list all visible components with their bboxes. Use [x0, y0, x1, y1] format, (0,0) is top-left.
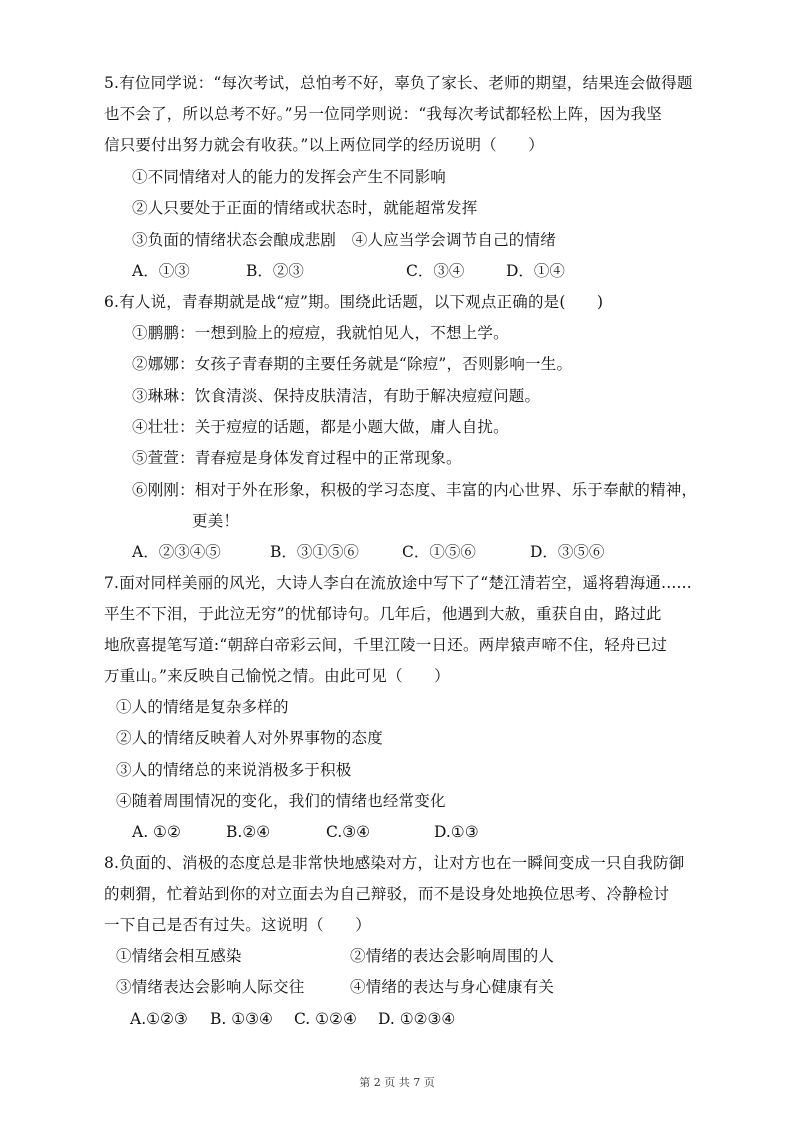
question-5-line-2: 也不会了，所以总考不好。”另一位同学则说：“我每次考试都轻松上阵，因为我坚: [104, 105, 663, 123]
question-7-line-4: 万重山。”来反映自己愉悦之情。由此可见（ ）: [104, 667, 450, 685]
question-7-option-c: C.③④: [326, 823, 371, 841]
question-8-statement-3: ③情绪表达会影响人际交往: [116, 978, 305, 996]
page-footer: 第 2 页 共 7 页: [359, 1076, 435, 1089]
question-6-option-a: A．②③④⑤: [132, 543, 221, 561]
question-6-statement-3: ③琳琳：饮食清淡、保持皮肤清洁，有助于解决痘痘问题。: [132, 387, 541, 405]
question-8-option-a: A.①②③: [130, 1010, 188, 1028]
question-8-line-1: 8.负面的、消极的态度总是非常快地感染对方，让对方也在一瞬间变成一只自我防御: [104, 854, 685, 872]
question-5-option-b: B．②③: [246, 262, 304, 280]
question-7-option-b: B.②④: [226, 823, 271, 841]
question-7-statement-3: ③人的情绪总的来说消极多于积极: [116, 761, 352, 779]
question-7-statement-2: ②人的情绪反映着人对外界事物的态度: [116, 729, 383, 747]
question-8-option-b: B. ①③④: [210, 1010, 273, 1028]
question-5-option-a: A．①③: [132, 262, 190, 280]
question-6-statement-5: ⑤萱萱：青春痘是身体发育过程中的正常现象。: [132, 449, 462, 467]
question-8-statement-1: ①情绪会相互感染: [116, 947, 242, 965]
question-5-statement-3: ③负面的情绪状态会酿成悲剧 ④人应当学会调节自己的情绪: [132, 231, 556, 249]
question-5-statement-2: ②人只要处于正面的情绪或状态时，就能超常发挥: [132, 199, 478, 217]
question-5-line-3: 信只要付出努力就会有收获。”以上两位同学的经历说明（ ）: [104, 136, 544, 154]
question-6-statement-4: ④壮壮：关于痘痘的话题，都是小题大做，庸人自扰。: [132, 418, 509, 436]
question-8-statement-2: ②情绪的表达会影响周围的人: [350, 947, 555, 965]
question-7-line-2: 平生不下泪，于此泣无穷”的忧郁诗句。几年后，他遇到大赦，重获自由，路过此: [104, 605, 662, 623]
question-6-option-d: D．③⑤⑥: [530, 543, 605, 561]
question-5-statement-1: ①不同情绪对人的能力的发挥会产生不同影响: [132, 168, 447, 186]
question-8-option-c: C. ①②④: [294, 1010, 357, 1028]
question-7-line-1: 7.面对同样美丽的风光，大诗人李白在流放途中写下了“楚江清若空，遥将碧海通......: [104, 574, 692, 592]
question-6-line-1: 6.有人说，青春期就是战“痘”期。围绕此话题，以下观点正确的是( ): [104, 293, 604, 311]
question-5-line-1: 5.有位同学说：“每次考试，总怕考不好，辜负了家长、老师的期望，结果连会做得题: [104, 74, 693, 92]
question-8-option-d: D. ①②③④: [378, 1010, 456, 1028]
question-7-statement-4: ④随着周围情况的变化，我们的情绪也经常变化: [116, 792, 446, 810]
question-6-option-b: B．③①⑤⑥: [270, 543, 359, 561]
question-8-statement-4: ④情绪的表达与身心健康有关: [350, 978, 555, 996]
question-7-option-d: D.①③: [434, 823, 479, 841]
question-7-line-3: 地欣喜提笔写道:“朝辞白帝彩云间，千里江陵一日还。两岸猿声啼不住，轻舟已过: [104, 636, 668, 654]
question-8-line-2: 的刺猬，忙着站到你的对立面去为自己辩驳，而不是设身处地换位思考、冷静检讨: [104, 885, 670, 903]
question-7-option-a: A. ①②: [132, 823, 181, 841]
question-5-option-d: D．①④: [506, 262, 565, 280]
question-8-line-3: 一下自己是否有过失。这说明（ ）: [104, 916, 371, 934]
question-6-statement-2: ②娜娜：女孩子青春期的主要任务就是“除痘”，否则影响一生。: [132, 355, 573, 373]
question-6-statement-6: ⑥刚刚：相对于外在形象，积极的学习态度、丰富的内心世界、乐于奉献的精神，: [132, 481, 698, 499]
question-7-statement-1: ①人的情绪是复杂多样的: [116, 698, 289, 716]
question-5-option-c: C．③④: [406, 262, 465, 280]
question-6-statement-6-continued: 更美！: [192, 512, 240, 530]
question-6-statement-1: ①鹏鹏：一想到脸上的痘痘，我就怕见人，不想上学。: [132, 324, 509, 342]
question-6-option-c: C．①⑤⑥: [402, 543, 476, 561]
